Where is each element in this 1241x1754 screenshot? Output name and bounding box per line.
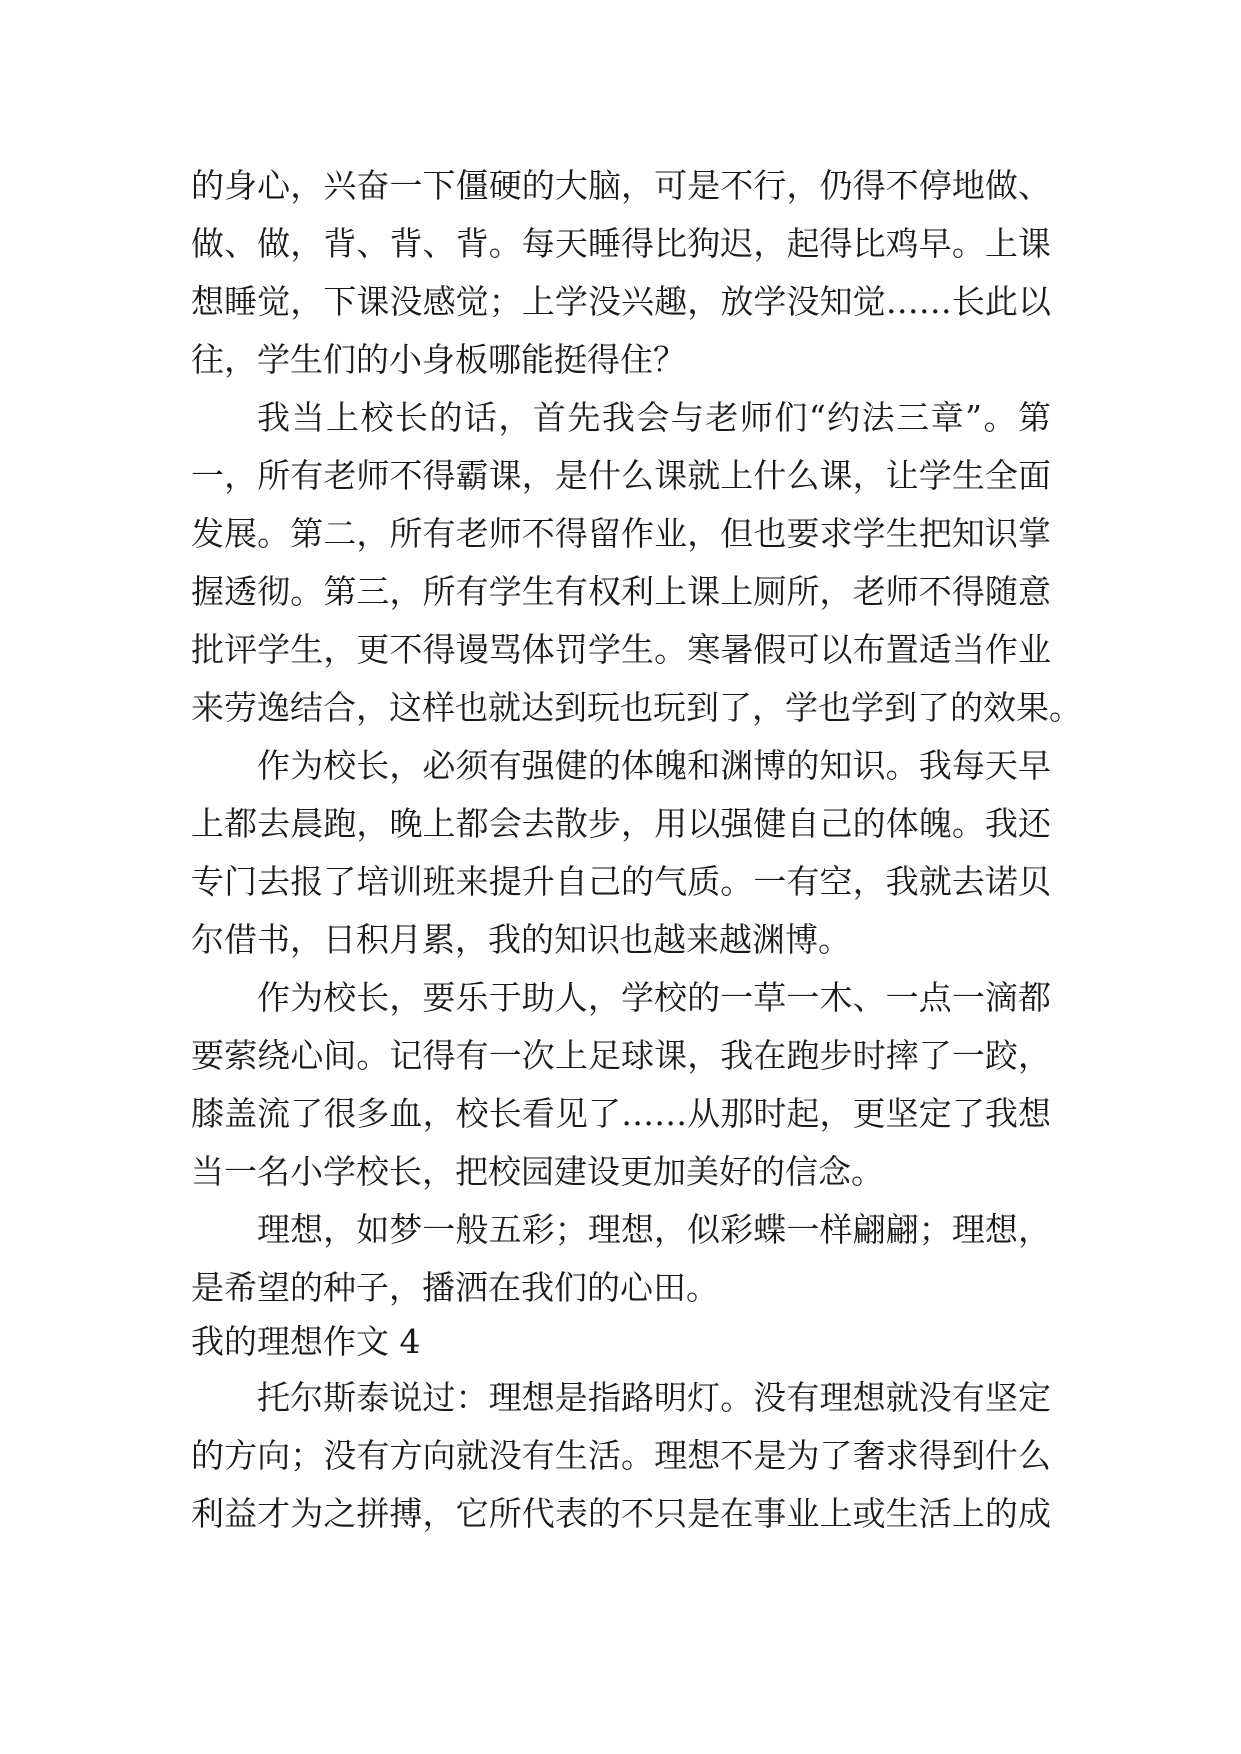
paragraph-4-line-4: 当一名小学校长，把校园建设更加美好的信念。 <box>191 1152 884 1191</box>
paragraph-5-line-2: 是希望的种子，播洒在我们的心田。 <box>191 1268 719 1307</box>
paragraph-2-line-2: 一，所有老师不得霸课，是什么课就上什么课，让学生全面 <box>191 456 1051 495</box>
paragraph-1-line-3: 想睡觉，下课没感觉；上学没兴趣，放学没知觉……长此以 <box>191 282 1051 321</box>
paragraph-4-line-2: 要萦绕心间。记得有一次上足球课，我在跑步时摔了一跤， <box>191 1036 1051 1075</box>
closing-paragraph-line-3: 利益才为之拼搏，它所代表的不只是在事业上或生活上的成 <box>191 1494 1051 1533</box>
paragraph-3-line-2: 上都去晨跑，晚上都会去散步，用以强健自己的体魄。我还 <box>191 804 1051 843</box>
paragraph-2-line-1: 我当上校长的话，首先我会与老师们“约法三章”。第 <box>257 398 1051 437</box>
paragraph-1-line-2: 做、做，背、背、背。每天睡得比狗迟，起得比鸡早。上课 <box>191 224 1051 263</box>
paragraph-2-line-3: 发展。第二，所有老师不得留作业，但也要求学生把知识掌 <box>191 514 1051 553</box>
closing-paragraph-line-2: 的方向；没有方向就没有生活。理想不是为了奢求得到什么 <box>191 1436 1051 1475</box>
paragraph-5-line-1: 理想，如梦一般五彩；理想，似彩蝶一样翩翩；理想， <box>257 1210 1051 1249</box>
paragraph-1-line-1: 的身心，兴奋一下僵硬的大脑，可是不行，仍得不停地做、 <box>191 166 1051 205</box>
paragraph-2-line-4: 握透彻。第三，所有学生有权利上课上厕所，老师不得随意 <box>191 572 1051 611</box>
paragraph-2-line-6: 来劳逸结合，这样也就达到玩也玩到了，学也学到了的效果。 <box>191 688 1082 727</box>
paragraph-3-line-4: 尔借书，日积月累，我的知识也越来越渊博。 <box>191 920 851 959</box>
paragraph-3-line-3: 专门去报了培训班来提升自己的气质。一有空，我就去诺贝 <box>191 862 1051 901</box>
paragraph-3-line-1: 作为校长，必须有强健的体魄和渊博的知识。我每天早 <box>257 746 1051 785</box>
paragraph-4-line-1: 作为校长，要乐于助人，学校的一草一木、一点一滴都 <box>257 978 1051 1017</box>
paragraph-1-line-4: 往，学生们的小身板哪能挺得住？ <box>191 340 686 379</box>
paragraph-4-line-3: 膝盖流了很多血，校长看见了……从那时起，更坚定了我想 <box>191 1094 1051 1133</box>
closing-paragraph-line-1: 托尔斯泰说过：理想是指路明灯。没有理想就没有坚定 <box>257 1378 1051 1417</box>
paragraph-2-line-5: 批评学生，更不得谩骂体罚学生。寒暑假可以布置适当作业 <box>191 630 1051 669</box>
section-heading: 我的理想作文 4 <box>191 1322 421 1361</box>
